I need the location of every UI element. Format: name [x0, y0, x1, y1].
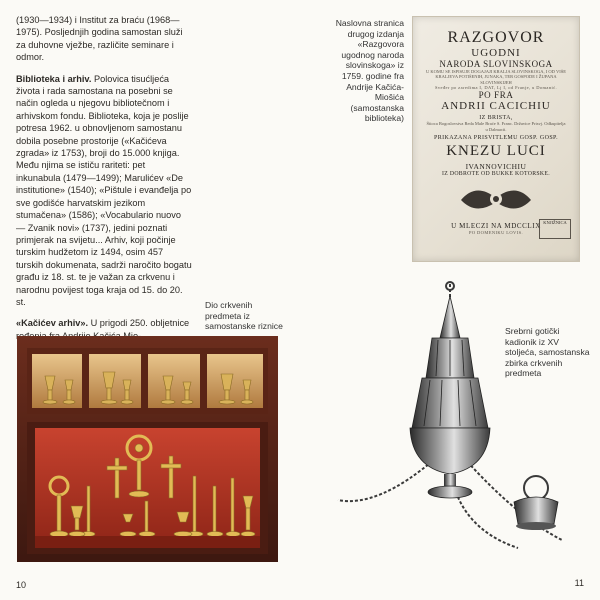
caption-book: Naslovna stranica drugog izdanja «Razgovora ugodnog naroda slovinskoga» iz 1759. godine fra Andrije Kačića-Miošića (samostanska biblioteka)	[335, 18, 404, 124]
book-line-3: NARODA SLOVINSKOGA	[439, 59, 553, 69]
heading-kacicev-arhiv: «Kačićev arhiv».	[16, 318, 89, 329]
book-line-5: PO FRA	[478, 90, 514, 101]
page-number-right: 11	[574, 578, 584, 588]
book-line-1: RAZGOVOR	[447, 29, 545, 46]
book-line-4: Sveđer po zaredima I, DAT, Lj I, od Franje, u Domanić.	[434, 85, 558, 91]
page-number-left: 10	[16, 580, 27, 590]
gothic-censer-photo	[318, 278, 586, 566]
paragraph-kacicev-arhiv: «Kačićev arhiv». U prigodi 250. obljetnice	[16, 318, 190, 329]
book-line-2: UGODNI	[471, 47, 521, 59]
book-line-6: ANDRII CACICHIU	[441, 100, 551, 113]
book-line-12: U MLECZI NA MDCCLIX	[451, 222, 541, 231]
caption-cabinet: Dio crkvenih predmeta iz samostanske riznice	[205, 300, 283, 332]
book-line-10: IVANNOVICHIU	[465, 162, 527, 172]
book-line-7: IZ BRISTA,	[479, 115, 513, 122]
left-text-column	[16, 14, 192, 351]
treasury-cabinet-photo	[17, 336, 278, 562]
heading-biblioteka: Biblioteka i arhiv.	[16, 73, 92, 84]
paragraph-biblioteka: Biblioteka i arhiv. Polovica tisućljeća života i rada samostana na posebni se način ogleda u njegovu bibliotečnom i arhivskom fondu. Biblioteka, koja je poslije potresa 1962. u obnovljenom samostanu dobila posebne prostorije («Kačićeva zgrada» iz 1753), broji do 15.000 knjiga. Među njima se ističu rariteti: pet inkunabula (1479—1499); Marulićev «De institutione» (1540); «Pištule i evanđelja po sve godišće harvatskim jezikom stumačena» (1586); «Vocabulario nuovo — Zvanik novi» (1737), jedini poznati primjerak na svijetu... Arhiv, koji počinje turskim hudžetom iz 1494, osim 457 turskih dokumenata, sadrži naročito bogatu građu iz 18. st. te je važan za crkvenu i narodnu povijest toga kraja od 15. do 20. st.	[16, 73, 192, 307]
book-small-1: U KOMU SE ISPISUJE DOGAJAJI KRALJA SLOVINSKOGA, I OD VIŠE KRALJEVA POTIŠENIH, JUNAKA, TER GOSPODE I ŽUPANA SLOVINSKIJEH	[426, 69, 566, 85]
paragraph-institut: (1930—1934) i Institut za braću (1968—1975). Posljednjih godina samostan služi za duhovne vježbe, različite seminare i odmor.	[16, 15, 183, 63]
book-title-page-photo	[412, 16, 580, 262]
book-small-2: Štioca Bogoslovstva Reda Male Braće S. Franc. Državice Prisvj. Odkupitelja u Dalmacii.	[426, 121, 566, 132]
caption-censer: Srebrni gotički kadionik iz XV stoljeća, samostanska zbirka crkvenih predmeta	[505, 326, 590, 379]
book-line-9: KNEZU LUCI	[446, 143, 546, 160]
library-stamp: KNJIŽNICA	[539, 219, 571, 239]
treasury-cabinet-image	[17, 336, 278, 562]
censer-image	[318, 278, 586, 566]
book-line-13: PO DOMENIKU LOVIS.	[468, 230, 524, 236]
book-line-8: PRIKAZANA PRISVITLEMU GOSP. GOSP.	[433, 135, 559, 142]
book-line-11: IZ DOBROTE OD BUKKE KOTORSKE.	[442, 171, 550, 178]
book-ornament-icon	[451, 180, 541, 218]
